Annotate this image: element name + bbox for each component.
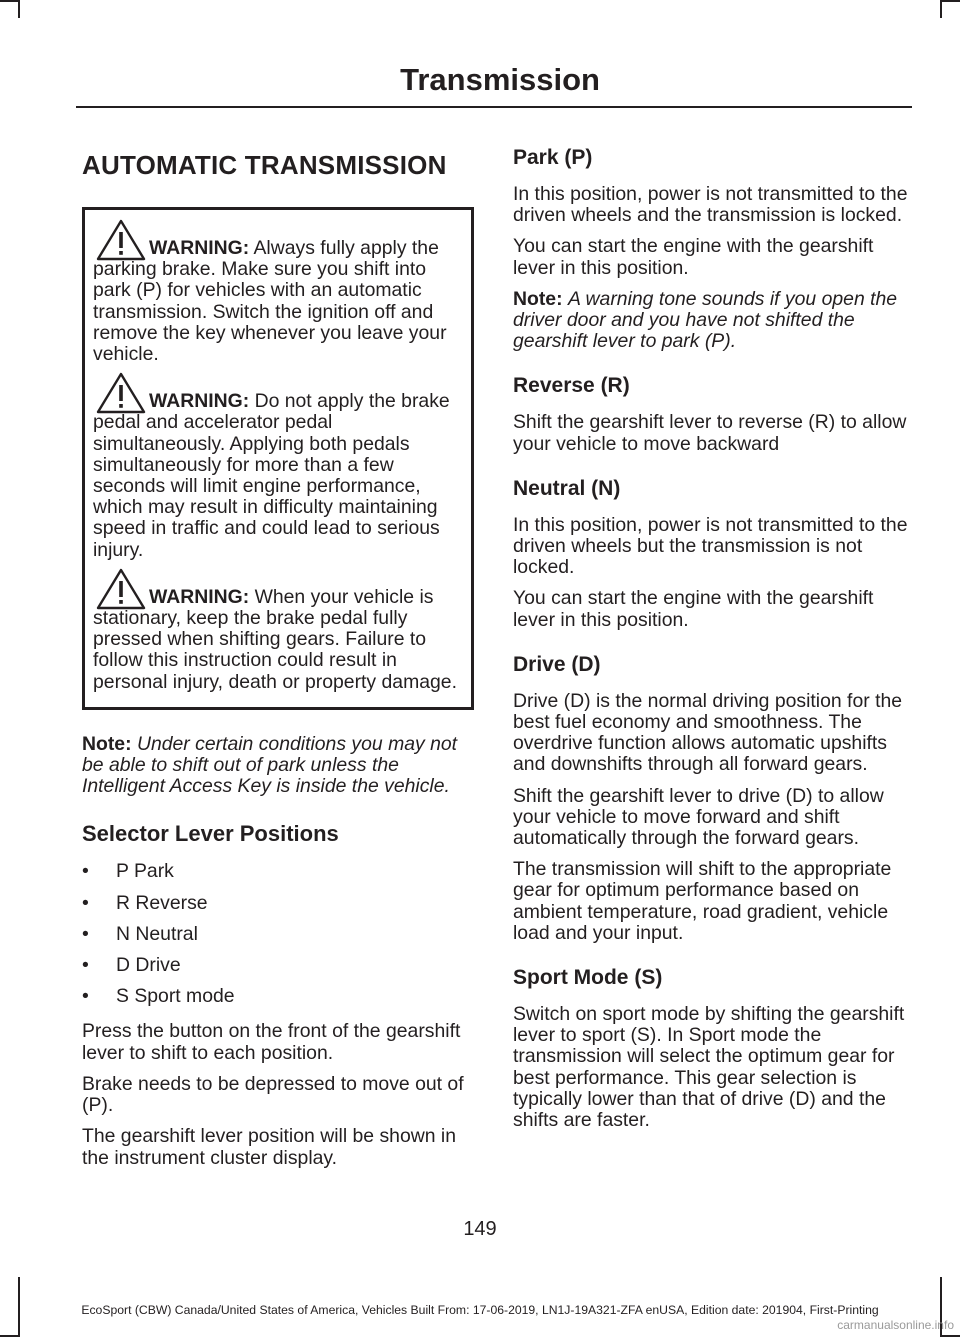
paragraph: Shift the gearshift lever to drive (D) to allow your vehicle to move forward and shift automatically through the forward gears. (513, 784, 884, 850)
note-text: Under certain conditions you may not be able to shift out of park unless the Intelligent Access Key is inside the vehicle. (82, 732, 458, 798)
warning-1 (93, 238, 463, 365)
paragraph: You can start the engine with the gearshift lever in this position. (513, 235, 874, 279)
warning-triangle-icon (95, 371, 147, 415)
note-label: Note: (513, 287, 563, 310)
paragraph: In this position, power is not transmitted to the driven wheels but the transmission is not locked. (513, 513, 908, 579)
park-heading: Park (P) (513, 146, 593, 169)
page-number: 149 (463, 1218, 497, 1240)
note-paragraph (513, 289, 908, 353)
list-item-text: N Neutral (116, 922, 198, 945)
paragraph: Brake needs to be depressed to move out of (P). (82, 1072, 464, 1117)
drive-heading: Drive (D) (513, 652, 601, 676)
note-text: A warning tone sounds if you open the driver door and you have not shifted the gearshift lever to park (P). (513, 287, 898, 353)
page-header-title: Transmission (400, 62, 600, 97)
warning-text: Do not apply the brake pedal and accelerator pedal simultaneously. Applying both pedals simultaneously for more than a few seconds will limit engine performance, which may result in difficulty maintaining speed in traffic and could lead to serious injury. (93, 390, 450, 561)
bullet: • (82, 954, 89, 977)
warning-label: WARNING: (149, 390, 250, 413)
paragraph: The transmission will shift to the appropriate gear for optimum performance based on ambient temperature, road gradient, vehicle load and your input. (513, 858, 892, 944)
warning-2 (93, 391, 463, 561)
list-item (82, 861, 474, 882)
selector-positions-heading: Selector Lever Positions (82, 821, 339, 847)
list-item (82, 955, 474, 976)
paragraph: Shift the gearshift lever to reverse (R) to allow your vehicle to move backward (513, 411, 907, 455)
crop-mark-top-left-vertical (18, 0, 20, 18)
warning-triangle-icon (95, 567, 147, 611)
warning-label: WARNING: (149, 585, 250, 608)
paragraph: Switch on sport mode by shifting the gearshift lever to sport (S). In Sport mode the transmission will select the optimum gear for best performance. This gear selection is typically lower than that of drive (D) and the shifts are faster. (513, 1003, 905, 1132)
note-label: Note: (82, 732, 132, 755)
neutral-heading: Neutral (N) (513, 476, 621, 500)
paragraph: You can start the engine with the gearshift lever in this position. (513, 587, 874, 631)
bullet: • (82, 922, 89, 945)
bullet: • (82, 985, 89, 1008)
list-item-text: P Park (116, 860, 174, 883)
left-column (82, 146, 474, 1179)
crop-mark-top-right (942, 0, 960, 2)
crop-mark-top-right-vertical (940, 0, 942, 18)
list-item (82, 924, 474, 945)
watermark: carmanualsonline.info (837, 1318, 954, 1332)
footer-edition-info: EcoSport (CBW) Canada/United States of America, Vehicles Built From: 17-06-2019, LN1J-19A321-ZFA enUSA, Edition date: 201904, First-Printing (81, 1303, 879, 1317)
paragraph: The gearshift lever position will be shown in the instrument cluster display. (82, 1125, 456, 1169)
list-item (82, 986, 474, 1007)
list-item-text: S Sport mode (116, 985, 235, 1008)
list-item-text: D Drive (116, 954, 181, 977)
list-item (82, 893, 474, 914)
right-column (513, 146, 908, 1141)
section-title: AUTOMATIC TRANSMISSION (82, 150, 447, 180)
crop-mark-top-left (0, 0, 18, 2)
positions-list (82, 861, 474, 1007)
sport-mode-heading: Sport Mode (S) (513, 966, 663, 990)
list-item-text: R Reverse (116, 891, 208, 914)
paragraph: In this position, power is not transmitted to the driven wheels and the transmission is locked. (513, 183, 908, 227)
bullet: • (82, 860, 89, 883)
warning-box (82, 207, 474, 710)
paragraph: Press the button on the front of the gearshift lever to shift to each position. (82, 1020, 461, 1064)
warning-triangle-icon (95, 218, 147, 262)
header-divider (76, 106, 912, 108)
reverse-heading: Reverse (R) (513, 374, 630, 398)
warning-3 (93, 587, 463, 693)
warning-text: Always fully apply the parking brake. Make sure you shift into park (P) for vehicles with an automatic transmission. Switch the ignition off and remove the key whenever you leave your vehicle. (93, 237, 447, 366)
paragraph: Drive (D) is the normal driving position for the best fuel economy and smoothness. The overdrive function allows automatic upshifts and downshifts through all forward gears. (513, 689, 903, 776)
warning-label: WARNING: (149, 237, 250, 259)
note-paragraph (82, 734, 474, 798)
bullet: • (82, 891, 89, 914)
warning-text: When your vehicle is stationary, keep the brake pedal fully pressed when shifting gears. Failure to follow this instruction could result in personal injury, death or property damage. (93, 585, 457, 693)
